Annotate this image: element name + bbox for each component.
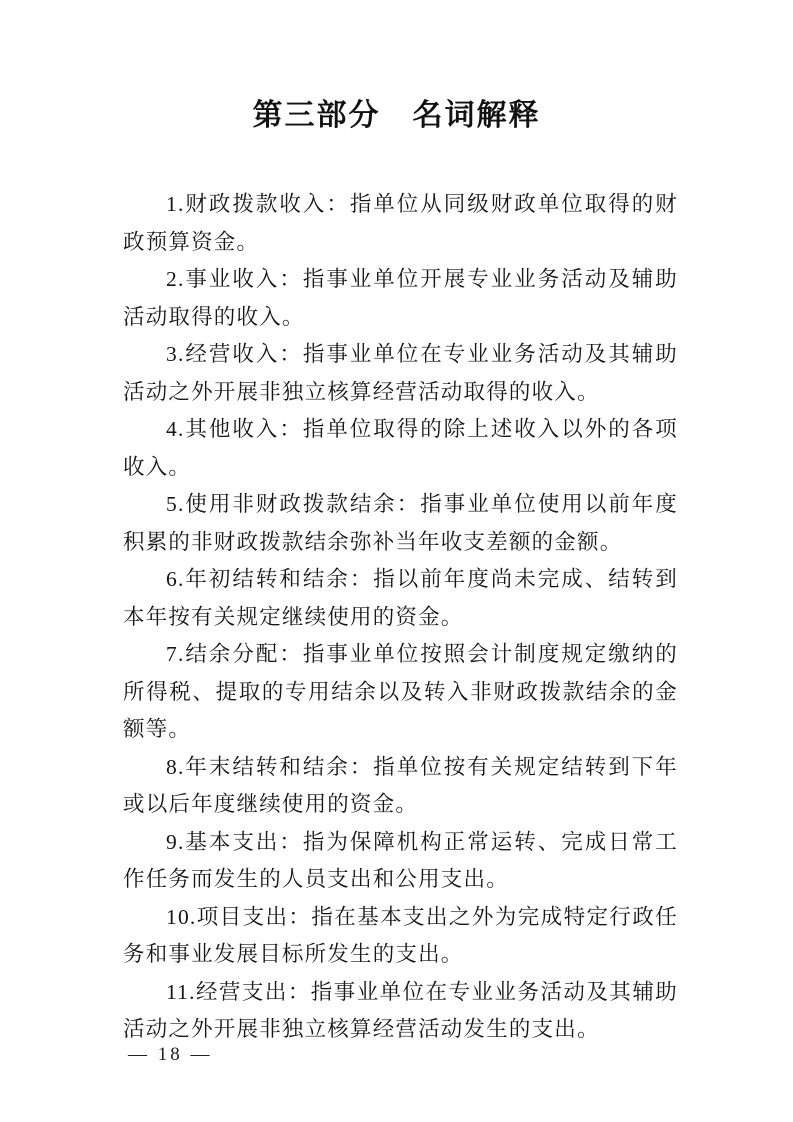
term-definition-5: 5.使用非财政拨款结余：指事业单位使用以前年度积累的非财政拨款结余弥补当年收支差额的金额。 bbox=[123, 492, 678, 554]
page-number: — 18 — bbox=[128, 1044, 213, 1065]
page-title: 第三部分 名词解释 bbox=[252, 99, 541, 132]
term-definition-11: 11.经营支出：指事业单位在专业业务活动及其辅助活动之外开展非独立核算经营活动发生的支出。 bbox=[123, 979, 678, 1041]
term-definition-4: 4.其他收入：指单位取得的除上述收入以外的各项收入。 bbox=[123, 417, 678, 479]
terms-section bbox=[123, 186, 678, 1049]
term-definition-10: 10.项目支出：指在基本支出之外为完成特定行政任务和事业发展目标所发生的支出。 bbox=[123, 904, 678, 966]
term-definition-2: 2.事业收入：指事业单位开展专业业务活动及辅助活动取得的收入。 bbox=[123, 267, 678, 329]
term-definition-7: 7.结余分配：指事业单位按照会计制度规定缴纳的所得税、提取的专用结余以及转入非财政拨款结余的金额等。 bbox=[123, 642, 678, 741]
term-definition-1: 1.财政拨款收入：指单位从同级财政单位取得的财政预算资金。 bbox=[123, 192, 678, 254]
term-definition-8: 8.年末结转和结余：指单位按有关规定结转到下年或以后年度继续使用的资金。 bbox=[123, 754, 678, 816]
term-definition-9: 9.基本支出：指为保障机构正常运转、完成日常工作任务而发生的人员支出和公用支出。 bbox=[123, 829, 678, 891]
term-definition-6: 6.年初结转和结余：指以前年度尚未完成、结转到本年按有关规定继续使用的资金。 bbox=[123, 567, 678, 629]
term-definition-3: 3.经营收入：指事业单位在专业业务活动及其辅助活动之外开展非独立核算经营活动取得的收入。 bbox=[123, 342, 678, 404]
